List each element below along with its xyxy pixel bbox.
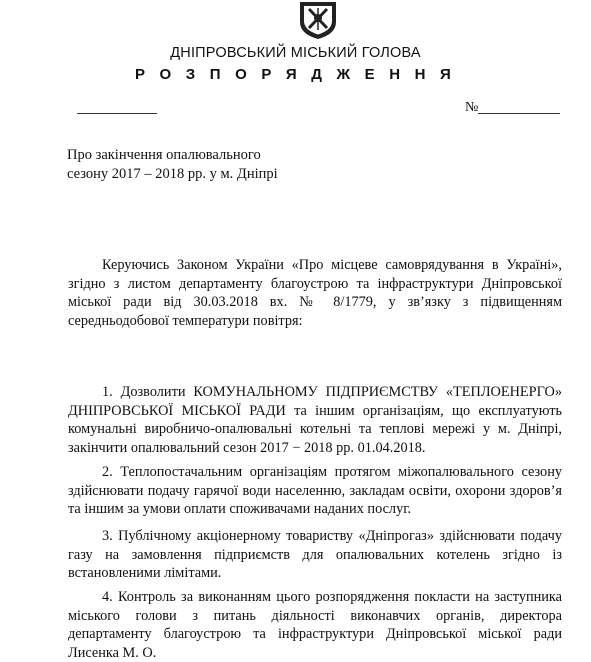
number-blank-line bbox=[478, 113, 560, 114]
city-emblem-icon bbox=[296, 0, 340, 40]
item-1-paragraph bbox=[68, 383, 562, 457]
date-blank-line bbox=[77, 113, 157, 114]
item-2-paragraph: 2. Теплопостачальним організаціям протягом міжопалювального сезону здійснювати подачу гарячої води населенню, закладам освіти, охорони здоров’я та іншим за умови оплати споживачами наданих послуг. bbox=[68, 464, 562, 517]
item-4-paragraph: 4. Контроль за виконанням цього розпорядження покласти на заступника міського голови з питань діяльності виконавчих органів, директора департаменту благоустрою та інфраструктури Дніпровської міської ради Лисенка М. О. bbox=[68, 589, 562, 661]
subject-line-1: Про закінчення опалювального bbox=[67, 147, 261, 163]
document-type-title: Р О З П О Р Я Д Ж Е Н Н Я bbox=[134, 66, 456, 83]
item-1-organization: КОМУНАЛЬНОМУ ПІДПРИЄМСТВУ «ТЕПЛОЕНЕРГО» ДНІПРОВСЬКОЇ МІСЬКОЇ РАДИ bbox=[68, 384, 562, 419]
subject-line-2: сезону 2017 – 2018 рр. у м. Дніпрі bbox=[67, 166, 278, 182]
item-3-paragraph: 3. Публічному акціонерному товариству «Дніпрогаз» здійснювати подачу газу на замовлення підприємств для опалювальних котелень згідно із встановленими лімітами. bbox=[68, 528, 562, 581]
item-1-text: та іншим організаціям, що експлуатують комунальні виробничо-опалювальні котельні та теплові мережі у м. Дніпрі, закінчити опалювальний сезон 2017 − 2018 рр. 01.04.2018. bbox=[68, 402, 562, 456]
preamble-paragraph: Керуючись Законом України «Про місцеве самоврядування в Україні», згідно з листом департаменту благоустрою та інфраструктури Дніпровської міської ради від 30.03.2018 вх. № 8/1779, у зв’язку з підвищенням середньодобової температури повітря: bbox=[68, 257, 562, 329]
item-1-lead: 1. Дозволити bbox=[102, 384, 194, 400]
authority-title: ДНІПРОВСЬКИЙ МІСЬКИЙ ГОЛОВА bbox=[170, 45, 421, 61]
number-label: № bbox=[465, 100, 479, 115]
